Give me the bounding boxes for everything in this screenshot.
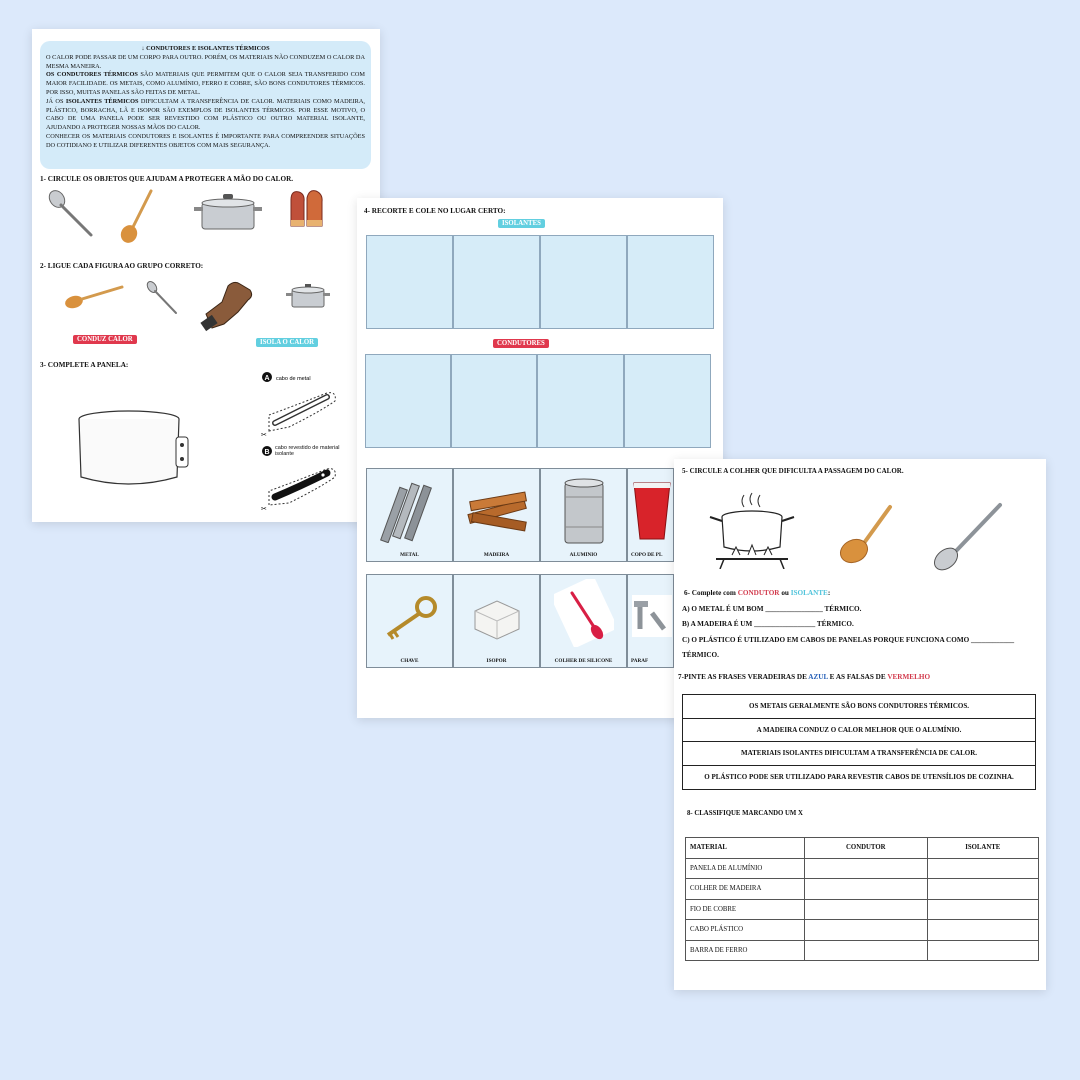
tag-isolantes: ISOLANTES	[498, 219, 545, 228]
scissors-icon: ✂	[261, 505, 267, 513]
material-card-aluminio[interactable]	[540, 468, 627, 562]
material-label: COLHER DE SILICONE	[554, 658, 613, 664]
q6-condutor: CONDUTOR	[737, 589, 780, 597]
condutor-checkbox-cell[interactable]	[805, 920, 928, 941]
question-4: 4- RECORTE E COLE NO LUGAR CERTO:	[364, 207, 506, 215]
condutor-checkbox-cell[interactable]	[805, 858, 928, 879]
header-condutor: CONDUTOR	[805, 838, 928, 859]
table-row	[686, 858, 1039, 879]
handle-a-option[interactable]	[261, 371, 371, 443]
condutores-slot[interactable]	[365, 354, 451, 448]
handle-a-label: cabo de metal	[276, 376, 311, 382]
info-p3-lead: JÁ OS	[46, 97, 66, 105]
q7-azul: AZUL	[808, 673, 828, 681]
bold-condutores: OS CONDUTORES TÉRMICOS	[46, 71, 138, 79]
q6-item-c-cont: TÉRMICO.	[682, 651, 719, 659]
metal-pot-image[interactable]	[192, 191, 264, 233]
wooden-spoon-image[interactable]	[117, 187, 157, 245]
material-label: PARAF	[631, 658, 649, 664]
info-paragraph-1: O CALOR PODE PASSAR DE UM CORPO PARA OUTRO. PORÉM, OS MATERIAIS NÃO CONDUZEM O CALOR DA MESMA MANEIRA.	[46, 53, 365, 70]
material-card-chave[interactable]	[366, 574, 453, 668]
metal-spoon-image[interactable]	[47, 189, 97, 241]
question-1: 1- CIRCULE OS OBJETOS QUE AJUDAM A PROTEGER A MÃO DO CALOR.	[40, 175, 294, 183]
material-name: PANELA DE ALUMÍNIO	[686, 858, 805, 879]
question-5: 5- CIRCULE A COLHER QUE DIFICULTA A PASSAGEM DO CALOR.	[682, 467, 904, 475]
table-header-row	[686, 838, 1039, 859]
handle-b-option[interactable]	[261, 445, 371, 515]
info-box	[40, 41, 371, 169]
material-card-madeira[interactable]	[453, 468, 540, 562]
tag-isola-calor: ISOLA O CALOR	[256, 338, 318, 347]
info-p3-text: DIFICULTAM A TRANSFERÊNCIA DE CALOR. MATERIAIS COMO MADEIRA, PLÁSTICO, BORRACHA, LÃ E ISOPOR SÃO EXEMPLOS DE ISOLANTES TÉRMICOS. POR ESSE MOTIVO, O CABO DE UMA PANELA PODE SER REVESTIDO COM PLÁSTICO OU OUTRO MATERIAL ISOLANTE, AJUDANDO A PROTEGER NOSSAS MÃOS DO CALOR.	[46, 97, 365, 132]
q6-isolante: ISOLANTE	[790, 589, 828, 597]
statement-row[interactable]: OS METAIS GERALMENTE SÃO BONS CONDUTORES TÉRMICOS.	[683, 695, 1035, 719]
info-paragraph-2	[46, 71, 365, 97]
isolantes-grid	[366, 235, 714, 329]
wooden-spoon-2-image[interactable]	[64, 282, 124, 312]
oven-mitts-image[interactable]	[287, 186, 327, 232]
classify-table	[685, 837, 1039, 961]
q6-suffix: :	[827, 589, 831, 597]
header-isolante: ISOLANTE	[927, 838, 1038, 859]
condutor-checkbox-cell[interactable]	[805, 940, 928, 961]
worksheet-page-2	[357, 198, 723, 718]
handle-b-label: cabo revestido de material isolante	[275, 445, 340, 457]
material-card-colher-silicone[interactable]	[540, 574, 627, 668]
glove-image[interactable]	[198, 278, 258, 332]
condutores-slot[interactable]	[451, 354, 537, 448]
condutores-slot[interactable]	[624, 354, 711, 448]
material-card-metal[interactable]	[366, 468, 453, 562]
material-label: COPO DE PL	[631, 552, 663, 558]
material-name: CABO PLÁSTICO	[686, 920, 805, 941]
header-material: MATERIAL	[686, 838, 805, 859]
q6-item-c[interactable]: C) O PLÁSTICO É UTILIZADO EM CABOS DE PANELAS PORQUE FUNCIONA COMO ____________	[682, 636, 1015, 644]
condutores-slot[interactable]	[537, 354, 624, 448]
material-label: MADEIRA	[483, 552, 510, 558]
isolante-checkbox-cell[interactable]	[927, 879, 1038, 900]
material-label: ISOPOR	[486, 658, 507, 664]
scissors-icon: ✂	[261, 431, 267, 439]
statement-row[interactable]: O PLÁSTICO PODE SER UTILIZADO PARA REVESTIR CABOS DE UTENSÍLIOS DE COZINHA.	[704, 773, 1014, 782]
pot-on-stove-image[interactable]	[706, 489, 796, 569]
info-paragraph-4: CONHECER OS MATERIAIS CONDUTORES E ISOLANTES É IMPORTANTE PARA COMPREENDER SITUAÇÕES DO COTIDIANO E UTILIZAR DIFERENTES OBJETOS COM MAIS SEGURANÇA.	[46, 132, 365, 149]
statements-box	[682, 694, 1036, 790]
question-7	[678, 673, 930, 681]
table-row	[686, 920, 1039, 941]
isolante-checkbox-cell[interactable]	[927, 858, 1038, 879]
q7-vermelho: VERMELHO	[887, 673, 931, 681]
question-2: 2- LIGUE CADA FIGURA AO GRUPO CORRETO:	[40, 262, 204, 270]
q6-item-b[interactable]: B) A MADEIRA É UM _________________ TÉRMICO.	[682, 620, 854, 628]
statement-row[interactable]: MATERIAIS ISOLANTES DIFICULTAM A TRANSFERÊNCIA DE CALOR.	[683, 742, 1035, 766]
metal-spoon-choice-image[interactable]	[928, 501, 1004, 573]
q7-mid: E AS FALSAS DE	[827, 673, 888, 681]
material-name: BARRA DE FERRO	[686, 940, 805, 961]
question-3: 3- COMPLETE A PANELA:	[40, 361, 129, 369]
isolante-checkbox-cell[interactable]	[927, 920, 1038, 941]
material-label: METAL	[400, 552, 419, 558]
material-label: CHAVE	[400, 658, 419, 664]
metal-spoon-2-image[interactable]	[146, 281, 178, 315]
isolante-checkbox-cell[interactable]	[927, 940, 1038, 961]
material-card-copo-plastico[interactable]	[627, 468, 674, 562]
info-title: ↓ CONDUTORES E ISOLANTES TÉRMICOS	[141, 45, 270, 52]
worksheet-page-3	[674, 459, 1046, 990]
q6-mid: ou	[779, 589, 791, 597]
material-card-isopor[interactable]	[453, 574, 540, 668]
material-name: COLHER DE MADEIRA	[686, 879, 805, 900]
handle-b-letter: B	[264, 449, 270, 456]
wooden-spoon-choice-image[interactable]	[834, 503, 894, 567]
worksheet-page-1	[32, 29, 380, 522]
statement-row[interactable]: A MADEIRA CONDUZ O CALOR MELHOR QUE O ALUMÍNIO.	[683, 719, 1035, 743]
q6-prefix: 6- Complete com	[684, 589, 738, 597]
info-p2-text: SÃO MATERIAIS QUE PERMITEM QUE O CALOR SEJA TRANSFERIDO COM MAIOR FACILIDADE. OS METAIS, COMO ALUMÍNIO, FERRO E COBRE, SÃO BONS CONDUTORES TÉRMICOS. POR ISSO, MUITAS PANELAS SÃO FEITAS DE METAL.	[46, 71, 365, 96]
table-row	[686, 879, 1039, 900]
question-6	[684, 589, 830, 597]
materials-row-1	[366, 468, 674, 562]
pot-outline-image	[76, 409, 196, 493]
isolantes-slot[interactable]	[453, 235, 540, 329]
isolantes-slot[interactable]	[540, 235, 627, 329]
material-card-parafuso[interactable]	[627, 574, 674, 668]
q6-item-a[interactable]: A) O METAL É UM BOM ________________ TÉRMICO.	[682, 605, 862, 613]
isolante-checkbox-cell[interactable]	[927, 899, 1038, 920]
condutores-grid	[365, 354, 711, 448]
table-row	[686, 899, 1039, 920]
isolantes-slot[interactable]	[627, 235, 714, 329]
info-paragraph-3	[46, 98, 365, 133]
isolantes-slot[interactable]	[366, 235, 453, 329]
tag-condutores: CONDUTORES	[493, 339, 549, 348]
condutor-checkbox-cell[interactable]	[805, 879, 928, 900]
material-name: FIO DE COBRE	[686, 899, 805, 920]
tag-conduz-calor: CONDUZ CALOR	[73, 335, 137, 344]
materials-row-2	[366, 574, 674, 668]
metal-pot-2-image[interactable]	[286, 282, 330, 310]
table-row	[686, 940, 1039, 961]
material-label: ALUMÍNIO	[569, 552, 598, 558]
question-8: 8- CLASSIFIQUE MARCANDO UM X	[687, 810, 803, 817]
q7-prefix: 7-PINTE AS FRASES VERADEIRAS DE	[678, 673, 809, 681]
bold-isolantes: ISOLANTES TÉRMICOS	[65, 97, 139, 105]
handle-a-letter: A	[264, 375, 270, 382]
condutor-checkbox-cell[interactable]	[805, 899, 928, 920]
